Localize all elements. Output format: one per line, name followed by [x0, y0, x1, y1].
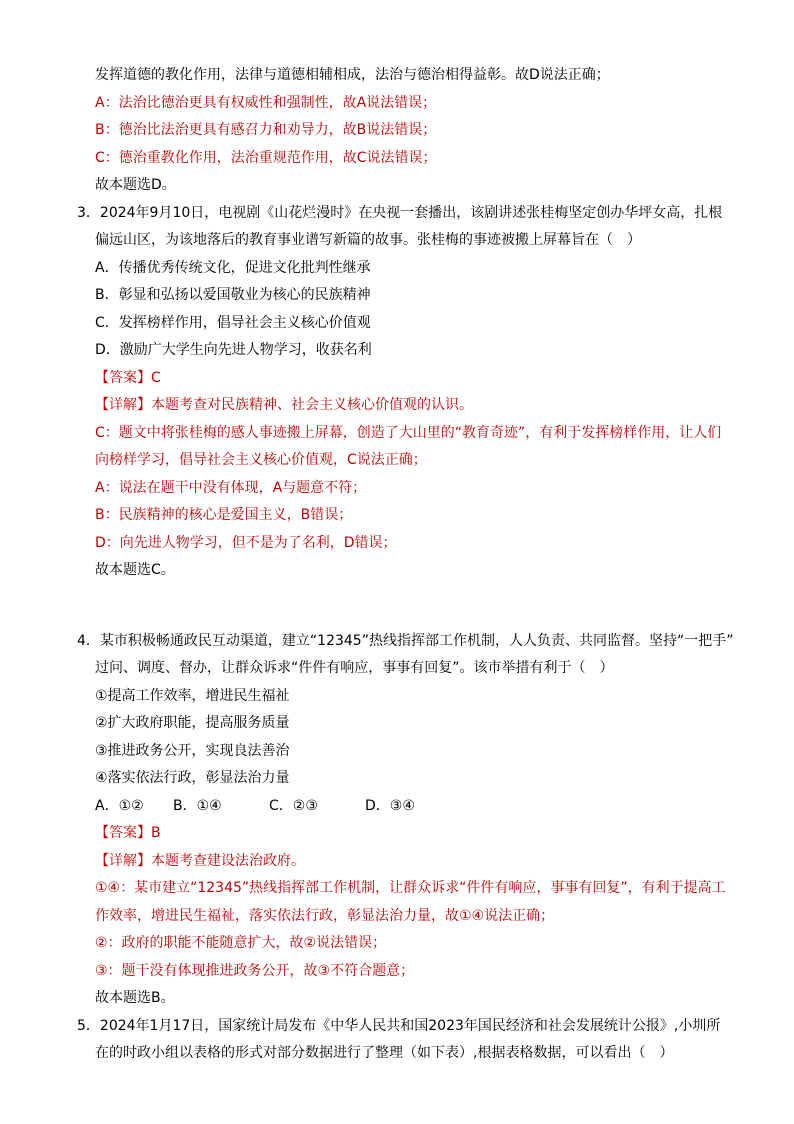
q3-option-b: B．彰显和弘扬以爱国敬业为核心的民族精神 [95, 287, 371, 303]
q3-stem-cont: 偏远山区，为该地落后的教育事业谱写新篇的故事。张桂梅的事迹被搬上屏幕旨在（ ） [95, 232, 641, 248]
q2-analysis-line: 发挥道德的教化作用，法律与道德相辅相成，法治与德治相得益彰。故D说法正确； [95, 67, 610, 83]
q4-number: 4． [77, 633, 100, 649]
q4-item-4: ④落实依法行政，彰显法治力量 [95, 770, 290, 786]
q3-analysis-line: 向榜样学习，倡导社会主义核心价值观，C说法正确； [95, 452, 427, 468]
q4-answer: 【答案】B [95, 825, 161, 841]
q4-analysis-line: ①④：某市建立“12345”热线指挥部工作机制，让群众诉求“件件有响应，事事有回复”，有利于提高工 [95, 880, 726, 896]
q5-stem [77, 1016, 720, 1036]
q2-conclusion: 故本题选D。 [95, 177, 176, 193]
q4-choices [95, 796, 415, 816]
q4-detail: 【详解】本题考查建设法治政府。 [95, 853, 305, 869]
q3-analysis-line: A：说法在题干中没有体现，A与题意不符； [95, 480, 367, 496]
q4-conclusion: 故本题选B。 [95, 990, 175, 1006]
q4-stem [77, 631, 733, 651]
q3-number: 3． [77, 205, 100, 221]
q5-stem-text: 2024年1月17日，国家统计局发布《中华人民共和国2023年国民经济和社会发展统计公报》,小圳所 [99, 1018, 721, 1034]
q4-stem-cont: 过问、调度、督办，让群众诉求“件件有响应，事事有回复”。该市举措有利于（ ） [95, 660, 614, 676]
q5-stem-cont: 在的时政小组以表格的形式对部分数据进行了整理（如下表）,根据表格数据，可以看出（ ） [95, 1045, 674, 1061]
q3-answer: 【答案】C [95, 370, 161, 386]
q3-detail: 【详解】本题考查对民族精神、社会主义核心价值观的认识。 [95, 397, 473, 413]
q2-analysis-line: A：法治比德治更具有权威性和强制性，故A说法错误； [95, 95, 437, 111]
q3-stem-text: 2024年9月10日，电视剧《山花烂漫时》在央视一套播出，该剧讲述张桂梅坚定创办华坪女高，扎根 [99, 205, 723, 221]
q4-choice-a: A．①② [95, 798, 144, 814]
q4-choice-c: C．②③ [269, 798, 318, 814]
q4-item-1: ①提高工作效率，增进民生福祉 [95, 688, 290, 704]
q4-analysis-line: ②：政府的职能不能随意扩大，故②说法错误； [95, 935, 387, 951]
q4-item-2: ②扩大政府职能，提高服务质量 [95, 715, 290, 731]
q4-analysis-line: ③：题干没有体现推进政务公开，故③不符合题意； [95, 963, 415, 979]
q4-analysis-line: 作效率，增进民生福祉，落实依法行政，彰显法治力量，故①④说法正确； [95, 908, 555, 924]
q4-choice-d: D．③④ [365, 798, 415, 814]
q4-item-3: ③推进政务公开，实现良法善治 [95, 743, 290, 759]
q3-option-d: D．激励广大学生向先进人物学习，收获名利 [95, 342, 372, 358]
q2-analysis-line: C：德治重教化作用，法治重规范作用，故C说法错误； [95, 150, 437, 166]
q5-number: 5． [77, 1018, 100, 1034]
q4-choice-b: B．①④ [173, 798, 222, 814]
q4-stem-text: 某市积极畅通政民互动渠道，建立“12345”热线指挥部工作机制，人人负责、共同监督。坚持“一把手” [99, 633, 734, 649]
q3-conclusion: 故本题选C。 [95, 562, 175, 578]
q3-analysis-line: B：民族精神的核心是爱国主义，B错误； [95, 507, 353, 523]
q3-stem [77, 203, 722, 223]
q3-analysis-line: C：题文中将张桂梅的感人事迹搬上屏幕，创造了大山里的“教育奇迹”，有利于发挥榜样作用，让人们 [95, 425, 722, 441]
q3-analysis-line: D：向先进人物学习，但不是为了名利，D错误； [95, 535, 397, 551]
q3-option-c: C．发挥榜样作用，倡导社会主义核心价值观 [95, 315, 371, 331]
q3-option-a: A．传播优秀传统文化，促进文化批判性继承 [95, 260, 371, 276]
q2-analysis-line: B：德治比法治更具有感召力和劝导力，故B说法错误； [95, 122, 437, 138]
